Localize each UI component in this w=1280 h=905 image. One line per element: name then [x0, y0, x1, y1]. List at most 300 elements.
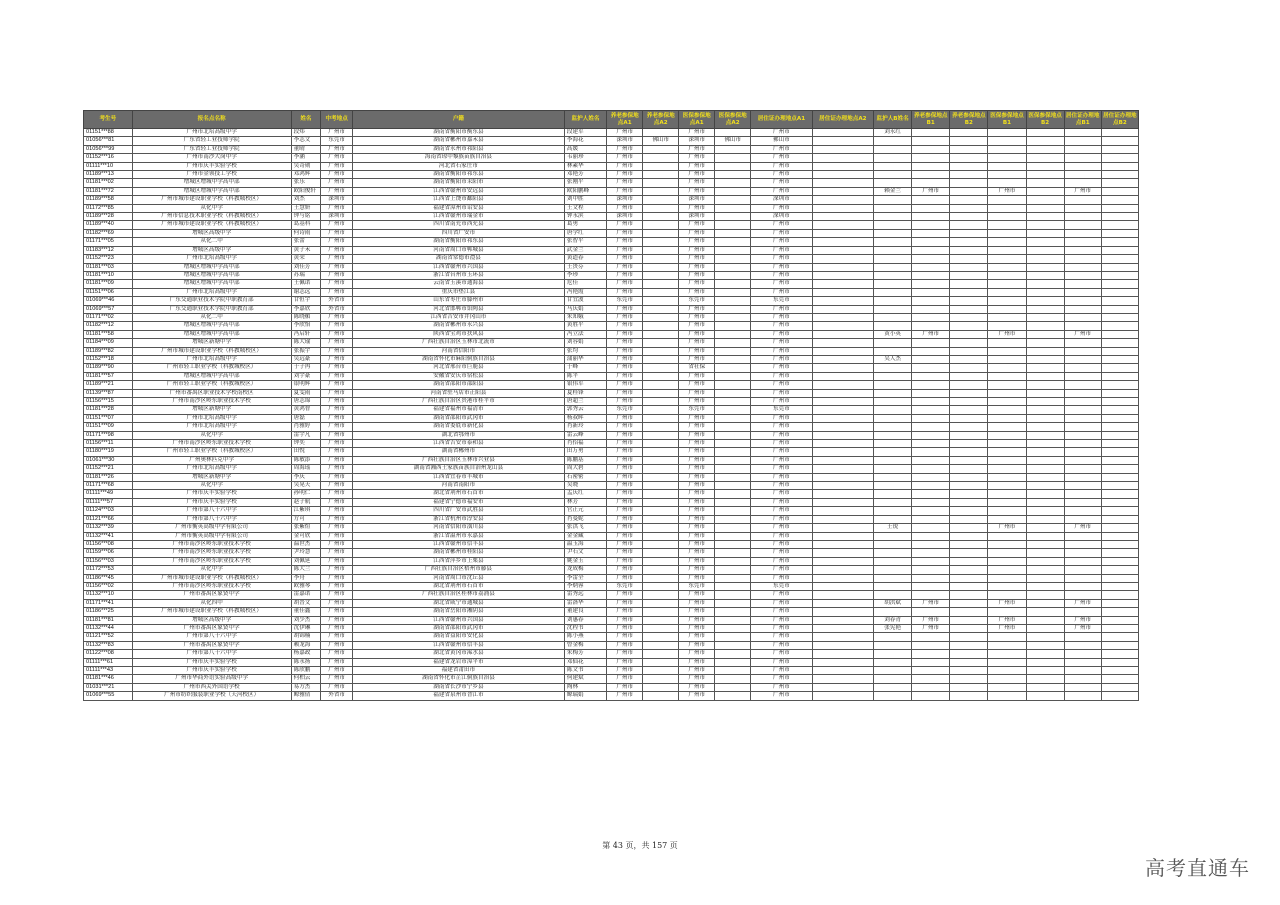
table-cell	[950, 658, 988, 666]
table-cell: 01181***28	[84, 406, 133, 414]
table-cell: 广州市	[679, 238, 715, 246]
table-cell: 广州市城市建设职业学校（科教城校区）	[132, 196, 291, 204]
table-cell	[912, 456, 950, 464]
table-cell: 广州市	[751, 532, 812, 540]
table-cell	[1026, 624, 1064, 632]
table-cell	[715, 448, 751, 456]
table-cell	[643, 515, 679, 523]
table-cell	[912, 507, 950, 515]
table-cell	[1064, 355, 1101, 363]
table-cell: 广州市	[607, 540, 643, 548]
table-cell	[1101, 692, 1138, 700]
table-cell	[1026, 658, 1064, 666]
table-cell: 广州市	[679, 305, 715, 313]
table-cell	[988, 566, 1026, 574]
table-cell: 雷洛华	[564, 599, 606, 607]
table-cell: 广州市	[607, 465, 643, 473]
table-cell	[912, 137, 950, 145]
table-cell	[950, 582, 988, 590]
table-cell: 董晴	[291, 145, 321, 153]
table-cell: 广州市	[988, 599, 1026, 607]
table-cell	[950, 650, 988, 658]
table-cell	[715, 650, 751, 658]
table-cell	[1026, 179, 1064, 187]
table-cell	[1064, 389, 1101, 397]
table-cell	[988, 440, 1026, 448]
table-row	[84, 566, 1139, 574]
table-row	[84, 624, 1139, 632]
table-cell	[715, 196, 751, 204]
table-cell	[1101, 524, 1138, 532]
table-cell	[1101, 683, 1138, 691]
table-cell	[874, 692, 912, 700]
table-cell: 胡晋文	[291, 599, 321, 607]
table-cell: 吴晃天	[291, 482, 321, 490]
table-cell	[950, 154, 988, 162]
table-cell: 鲸雅倩	[291, 692, 321, 700]
table-cell	[874, 591, 912, 599]
table-cell: 广州市	[751, 599, 812, 607]
table-cell: 广州市	[679, 330, 715, 338]
table-cell	[1101, 389, 1138, 397]
table-cell	[1026, 246, 1064, 254]
table-cell	[912, 423, 950, 431]
table-cell	[874, 540, 912, 548]
table-cell: 广州市	[607, 624, 643, 632]
table-cell	[950, 667, 988, 675]
table-cell: 东莞市	[679, 406, 715, 414]
table-cell	[912, 389, 950, 397]
table-cell	[1026, 549, 1064, 557]
table-cell	[715, 498, 751, 506]
table-cell: 深圳市	[607, 196, 643, 204]
table-row	[84, 465, 1139, 473]
table-cell	[715, 683, 751, 691]
table-cell	[950, 557, 988, 565]
table-cell: 武金兰	[564, 246, 606, 254]
table-cell	[715, 624, 751, 632]
table-cell	[874, 162, 912, 170]
admission-table	[83, 110, 1139, 701]
table-cell	[643, 229, 679, 237]
table-cell	[812, 608, 873, 616]
table-cell	[988, 675, 1026, 683]
table-cell: 01132***10	[84, 591, 133, 599]
table-cell: 于峰	[564, 364, 606, 372]
table-cell: 广州市	[679, 465, 715, 473]
table-cell	[1064, 683, 1101, 691]
table-cell: 陈文书	[564, 667, 606, 675]
table-cell	[988, 692, 1026, 700]
table-cell: 高媛	[564, 145, 606, 153]
table-cell: 广州市番禺区象贤中学	[132, 641, 291, 649]
table-cell: 东莞市	[607, 582, 643, 590]
table-cell	[1101, 322, 1138, 330]
table-cell: 田万勇	[564, 448, 606, 456]
column-header: 中考地点	[321, 111, 353, 129]
table-cell: 广州市	[607, 456, 643, 464]
table-cell: 广州市	[321, 456, 353, 464]
table-cell	[1064, 129, 1101, 137]
table-cell	[715, 322, 751, 330]
table-cell	[715, 372, 751, 380]
table-cell	[1026, 473, 1064, 481]
table-cell: 广州市	[607, 566, 643, 574]
table-cell: 01171***98	[84, 431, 133, 439]
table-cell: 广州市	[607, 271, 643, 279]
table-cell: 赵子航	[291, 498, 321, 506]
table-cell: 广州市城市建设职业学校（科教城校区）	[132, 221, 291, 229]
table-cell	[715, 162, 751, 170]
table-cell: 广州市	[751, 229, 812, 237]
table-cell	[812, 448, 873, 456]
table-cell: 广州市北培高级中学	[132, 423, 291, 431]
table-cell	[912, 540, 950, 548]
column-header: 医保参保地点B1	[988, 111, 1026, 129]
table-cell: 湖北省鄂州市	[353, 431, 565, 439]
table-cell: 广州市	[751, 339, 812, 347]
table-cell: 何诗雨	[291, 229, 321, 237]
table-cell: 曾金梅	[564, 641, 606, 649]
table-cell	[874, 406, 912, 414]
table-cell	[1101, 440, 1138, 448]
table-cell	[643, 624, 679, 632]
table-cell: 广州市	[751, 255, 812, 263]
table-cell	[1101, 675, 1138, 683]
table-row	[84, 229, 1139, 237]
table-cell	[812, 213, 873, 221]
table-cell	[988, 271, 1026, 279]
table-cell	[715, 591, 751, 599]
table-row	[84, 406, 1139, 414]
table-cell	[988, 372, 1026, 380]
table-row	[84, 313, 1139, 321]
table-cell	[1101, 624, 1138, 632]
table-cell: 广州市北培高级中学	[132, 465, 291, 473]
table-cell	[1064, 532, 1101, 540]
table-cell: 湖南省邵阳市武冈市	[353, 624, 565, 632]
table-cell	[643, 658, 679, 666]
table-cell: 广州市	[321, 465, 353, 473]
page-number: 第 43 页，共 157 页	[602, 841, 678, 850]
table-cell	[1026, 171, 1064, 179]
table-cell	[912, 658, 950, 666]
table-cell	[812, 667, 873, 675]
table-cell: 广州市	[751, 145, 812, 153]
table-cell: 吴晓	[564, 482, 606, 490]
table-cell	[812, 540, 873, 548]
table-cell	[874, 515, 912, 523]
table-cell: 刘容娟	[564, 339, 606, 347]
table-cell: 广州市	[679, 624, 715, 632]
table-cell: 欧雅琴	[291, 582, 321, 590]
table-cell: 01180***19	[84, 448, 133, 456]
table-row	[84, 498, 1139, 506]
table-cell: 深圳市	[679, 213, 715, 221]
table-cell: 广州市	[679, 372, 715, 380]
table-cell	[1101, 650, 1138, 658]
table-cell	[988, 582, 1026, 590]
table-row	[84, 557, 1139, 565]
table-cell	[1064, 549, 1101, 557]
table-cell: 唐志锦	[291, 398, 321, 406]
table-cell	[1101, 297, 1138, 305]
table-cell: 湖南省衡阳市祁东县	[353, 171, 565, 179]
table-cell	[643, 347, 679, 355]
column-header: 报名点名称	[132, 111, 291, 129]
table-cell	[950, 566, 988, 574]
table-cell	[912, 313, 950, 321]
table-cell: 福建省莆田市	[353, 667, 565, 675]
table-cell: 增城区增城中学高中部	[132, 179, 291, 187]
table-cell	[1026, 389, 1064, 397]
table-cell: 广州市	[321, 280, 353, 288]
table-body	[84, 129, 1139, 701]
table-cell	[812, 591, 873, 599]
table-cell	[643, 675, 679, 683]
table-row	[84, 145, 1139, 153]
table-cell	[812, 255, 873, 263]
table-cell	[1101, 381, 1138, 389]
table-cell	[874, 313, 912, 321]
table-cell	[1026, 557, 1064, 565]
table-cell	[1101, 255, 1138, 263]
table-cell: 广州市	[679, 355, 715, 363]
table-cell: 广州市	[751, 389, 812, 397]
table-cell	[988, 667, 1026, 675]
table-cell: 01069***57	[84, 305, 133, 313]
table-cell: 01061***30	[84, 456, 133, 464]
table-cell: 广州市	[679, 490, 715, 498]
table-cell: 增城区增城中学高中部	[132, 372, 291, 380]
table-cell: 广州市	[607, 229, 643, 237]
table-cell: 广州市	[751, 431, 812, 439]
table-cell	[715, 129, 751, 137]
table-cell	[1101, 305, 1138, 313]
table-cell: 江西省赣州市兴国县	[353, 616, 565, 624]
table-cell	[988, 456, 1026, 464]
table-cell: 陈大瑜	[291, 339, 321, 347]
table-cell: 李庆	[291, 473, 321, 481]
table-cell: 广西壮族自治区贵港市桂平市	[353, 398, 565, 406]
table-cell: 广州市	[751, 507, 812, 515]
table-cell: 广州市	[607, 431, 643, 439]
table-cell	[950, 507, 988, 515]
table-cell: 广州市第八十六中学	[132, 650, 291, 658]
table-cell	[950, 532, 988, 540]
table-cell: 01152***16	[84, 154, 133, 162]
table-cell	[643, 456, 679, 464]
table-cell: 01111***61	[84, 658, 133, 666]
table-cell	[950, 137, 988, 145]
table-cell	[715, 398, 751, 406]
table-cell: 杨叔晖	[564, 414, 606, 422]
table-cell: 鲸瑞娟	[564, 692, 606, 700]
table-cell: 广州市	[751, 448, 812, 456]
table-cell	[988, 129, 1026, 137]
table-cell	[950, 238, 988, 246]
table-cell: 广州市	[751, 473, 812, 481]
table-cell: 01132***44	[84, 624, 133, 632]
table-cell: 黄小英	[874, 330, 912, 338]
table-cell: 张刚平	[564, 179, 606, 187]
table-cell	[1064, 557, 1101, 565]
table-cell: 吴奇勋	[291, 162, 321, 170]
table-cell	[812, 305, 873, 313]
table-cell: 海南省琼中黎族苗族自治县	[353, 154, 565, 162]
table-cell: 广州市	[607, 599, 643, 607]
table-cell	[812, 171, 873, 179]
table-cell	[874, 389, 912, 397]
table-cell: 广州市	[751, 515, 812, 523]
table-cell: 广州市	[679, 288, 715, 296]
column-header: 医保参保地点A1	[679, 111, 715, 129]
table-cell	[715, 381, 751, 389]
table-cell	[643, 322, 679, 330]
table-cell: 温世杰	[291, 540, 321, 548]
table-cell: 陶林	[564, 683, 606, 691]
table-cell	[1026, 448, 1064, 456]
table-cell: 省社保	[679, 364, 715, 372]
table-cell	[1101, 591, 1138, 599]
table-cell	[950, 145, 988, 153]
table-cell: 01151***06	[84, 288, 133, 296]
table-cell: 广州市	[321, 624, 353, 632]
table-cell: 浙江省温州市永嘉县	[353, 532, 565, 540]
table-cell: 广州市	[607, 381, 643, 389]
table-cell: 广州市	[679, 246, 715, 254]
table-cell	[874, 364, 912, 372]
table-cell: 河北省邯郸市馆陶县	[353, 305, 565, 313]
table-cell	[950, 599, 988, 607]
table-cell: 东莞市	[679, 582, 715, 590]
table-cell	[988, 381, 1026, 389]
table-cell: 广州市	[607, 448, 643, 456]
table-cell	[1064, 263, 1101, 271]
table-cell	[715, 549, 751, 557]
table-cell	[1064, 456, 1101, 464]
table-cell: 广州市	[321, 549, 353, 557]
table-cell	[715, 482, 751, 490]
table-cell	[715, 355, 751, 363]
table-cell	[1026, 582, 1064, 590]
table-cell	[812, 641, 873, 649]
table-cell	[643, 204, 679, 212]
table-cell	[1064, 179, 1101, 187]
table-cell	[812, 582, 873, 590]
table-cell	[988, 137, 1026, 145]
table-cell	[1026, 675, 1064, 683]
table-cell: 方可	[291, 515, 321, 523]
table-cell: 林素华	[564, 162, 606, 170]
table-cell: 广州市	[751, 171, 812, 179]
table-cell	[1101, 263, 1138, 271]
table-cell	[1064, 641, 1101, 649]
table-cell	[912, 229, 950, 237]
table-row	[84, 482, 1139, 490]
table-cell	[643, 154, 679, 162]
table-cell	[874, 288, 912, 296]
table-cell	[1026, 616, 1064, 624]
table-cell	[1101, 171, 1138, 179]
table-cell: 外省市	[321, 305, 353, 313]
table-cell	[812, 650, 873, 658]
table-cell: 广州市	[607, 280, 643, 288]
table-cell: 广州市	[679, 641, 715, 649]
table-cell: 李涵	[291, 154, 321, 162]
table-cell	[988, 540, 1026, 548]
table-cell: 江西省宜春市丰城市	[353, 473, 565, 481]
table-cell	[1026, 288, 1064, 296]
table-cell	[988, 229, 1026, 237]
table-row	[84, 431, 1139, 439]
table-cell	[1101, 280, 1138, 288]
table-cell: 雷嘉诺	[291, 591, 321, 599]
table-cell	[988, 515, 1026, 523]
table-row	[84, 667, 1139, 675]
table-cell	[1026, 398, 1064, 406]
column-header: 监护人姓名	[564, 111, 606, 129]
table-cell	[1064, 196, 1101, 204]
table-cell	[912, 414, 950, 422]
table-cell	[1026, 213, 1064, 221]
table-cell: 广州市番禺区象贤中学	[132, 591, 291, 599]
table-cell: 广州市	[607, 154, 643, 162]
table-cell	[715, 490, 751, 498]
table-cell: 广州市	[321, 557, 353, 565]
table-cell	[1026, 271, 1064, 279]
table-cell: 李欣怡	[291, 322, 321, 330]
table-cell	[1064, 692, 1101, 700]
table-cell: 广州市	[321, 221, 353, 229]
table-cell: 河南省南阳市	[353, 482, 565, 490]
table-cell: 钟与铭	[291, 213, 321, 221]
table-cell: 广州市庆丰实验学校	[132, 162, 291, 170]
table-cell: 增城区增城中学高中部	[132, 263, 291, 271]
table-cell	[1101, 229, 1138, 237]
table-cell: 陈敏添	[291, 456, 321, 464]
table-cell	[874, 171, 912, 179]
table-cell: 广州市第八十六中学	[132, 633, 291, 641]
table-row	[84, 591, 1139, 599]
table-cell: 广州市	[321, 574, 353, 582]
table-cell	[812, 683, 873, 691]
table-cell	[988, 364, 1026, 372]
table-cell	[874, 633, 912, 641]
table-cell: 尹玲慧	[291, 549, 321, 557]
table-cell	[950, 263, 988, 271]
table-cell	[1026, 372, 1064, 380]
table-cell	[1064, 608, 1101, 616]
table-cell	[912, 440, 950, 448]
table-cell: 01159***06	[84, 549, 133, 557]
table-cell: 广州市南沙区岭东职业技术学校	[132, 440, 291, 448]
table-cell	[912, 145, 950, 153]
table-cell: 张蕾	[291, 238, 321, 246]
table-cell	[715, 675, 751, 683]
table-cell: 张宪艳	[874, 624, 912, 632]
table-cell: 01183***12	[84, 246, 133, 254]
table-cell	[812, 263, 873, 271]
table-cell	[874, 498, 912, 506]
table-cell: 广州市轻工职业学校（科教城校区）	[132, 381, 291, 389]
table-row	[84, 616, 1139, 624]
table-cell	[874, 667, 912, 675]
table-cell: 广州市	[679, 566, 715, 574]
table-cell	[1064, 271, 1101, 279]
table-cell	[912, 398, 950, 406]
table-cell	[874, 465, 912, 473]
